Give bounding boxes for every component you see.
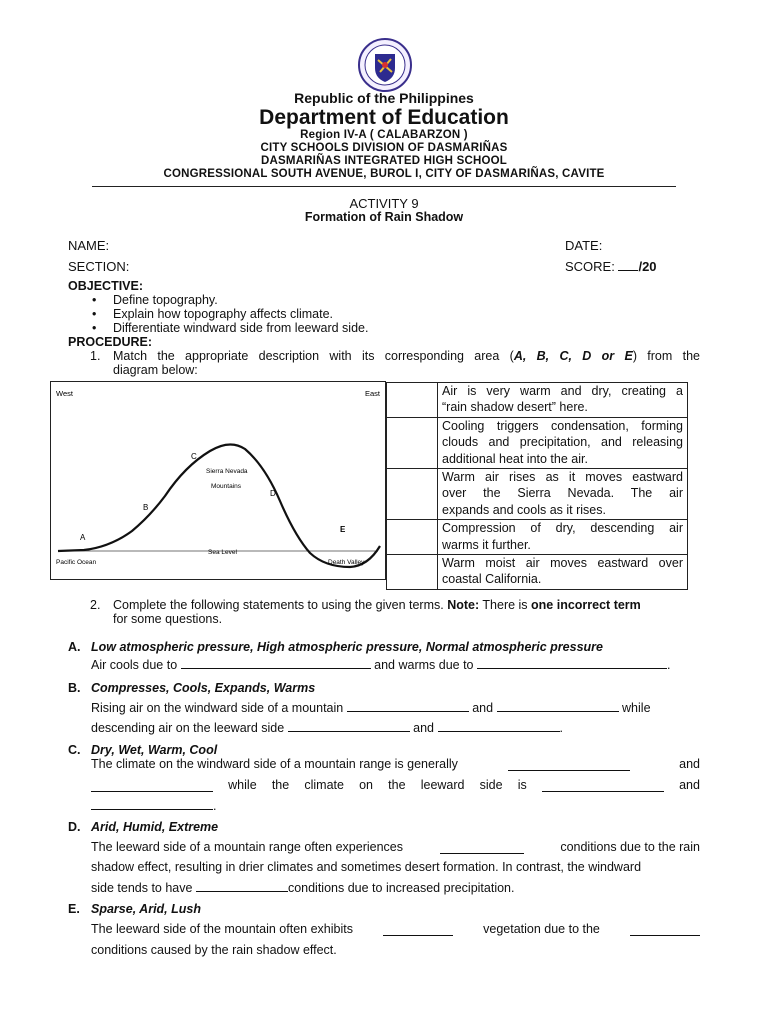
answer-blank[interactable] — [91, 780, 213, 792]
question-d-statement-line3: side tends to have conditions due to increased precipitation. — [91, 881, 515, 895]
label-mountains: Mountains — [211, 483, 241, 490]
name-label: NAME: — [68, 238, 110, 253]
activity-number: ACTIVITY 9 — [349, 196, 419, 211]
description-cell: Compression of dry, descending air warms it further. — [438, 520, 688, 555]
question-d-letter: D. — [68, 820, 81, 834]
answer-blank[interactable] — [542, 780, 664, 792]
label-d: D — [270, 489, 276, 498]
answer-blank[interactable] — [91, 798, 213, 810]
step2-number: 2. — [90, 598, 101, 612]
matching-table — [386, 382, 688, 590]
answer-blank[interactable] — [440, 842, 524, 854]
question-e-statement-line2: conditions caused by the rain shadow effect. — [91, 943, 337, 957]
description-cell: Warm moist air moves eastward over coastal California. — [438, 555, 688, 590]
answer-cell[interactable] — [387, 417, 438, 468]
step2-text: Complete the following statements to using the given terms. Note: There is one incorrect term — [113, 598, 641, 612]
answer-cell[interactable] — [387, 555, 438, 590]
step2-text-line2: for some questions. — [113, 612, 223, 626]
description-cell: Air is very warm and dry, creating a “rain shadow desert” here. — [438, 383, 688, 418]
answer-blank[interactable] — [181, 657, 371, 669]
question-c-statement-line1: The climate on the windward side of a mountain range is generally and — [91, 757, 700, 771]
objective-heading: OBJECTIVE: — [68, 279, 144, 293]
answer-cell[interactable] — [387, 469, 438, 520]
answer-blank[interactable] — [288, 720, 410, 732]
table-row — [387, 555, 688, 590]
header-division: CITY SCHOOLS DIVISION OF DASMARIÑAS — [260, 142, 508, 154]
question-e-letter: E. — [68, 902, 80, 916]
answer-blank[interactable] — [477, 657, 667, 669]
answer-cell[interactable] — [387, 520, 438, 555]
question-d-statement-line2: shadow effect, resulting in drier climates and sometimes desert formation. In contrast, the windward — [91, 860, 642, 874]
step1-text: Match the appropriate description with its corresponding area (A, B, C, D or E) from the — [113, 349, 700, 363]
answer-blank[interactable] — [347, 700, 469, 712]
answer-cell[interactable] — [387, 383, 438, 418]
question-b-statement-line2: descending air on the leeward side and . — [91, 721, 563, 735]
label-west: West — [56, 389, 73, 398]
label-death-valley: Death Valley — [328, 559, 365, 566]
header-region: Region IV-A ( CALABARZON ) — [300, 129, 468, 141]
deped-seal-logo — [358, 38, 412, 92]
question-e-statement-line1: The leeward side of the mountain often exhibits vegetation due to the — [91, 919, 700, 940]
description-cell: Cooling triggers condensation, forming clouds and precipitation, and releasing additional heat into the air. — [438, 417, 688, 468]
header-divider — [92, 186, 676, 187]
table-row — [387, 383, 688, 418]
step1-text-line2: diagram below: — [113, 363, 198, 377]
label-c: C — [191, 452, 197, 461]
description-cell: Warm air rises as it moves eastward over the Sierra Nevada. The air expands and cools as it rises. — [438, 469, 688, 520]
answer-blank[interactable] — [438, 720, 560, 732]
answer-blank[interactable] — [196, 880, 288, 892]
question-b-terms: Compresses, Cools, Expands, Warms — [91, 681, 316, 695]
question-a-letter: A. — [68, 640, 81, 654]
question-c-letter: C. — [68, 743, 81, 757]
question-c-statement-line2: while the climate on the leeward side is and — [91, 775, 700, 796]
objective-bullet: • — [92, 321, 97, 335]
score-field: SCORE: /20 — [565, 259, 657, 274]
rain-shadow-diagram — [50, 381, 386, 580]
question-d-statement-line1: The leeward side of a mountain range often experiences conditions due to the rain — [91, 840, 700, 854]
table-row — [387, 520, 688, 555]
header-school: DASMARIÑAS INTEGRATED HIGH SCHOOL — [261, 155, 507, 167]
objective-bullet: • — [92, 307, 97, 321]
date-label: DATE: — [565, 238, 603, 253]
label-e: E — [340, 525, 346, 534]
objective-bullet: • — [92, 293, 97, 307]
answer-blank[interactable] — [630, 924, 700, 936]
question-c-terms: Dry, Wet, Warm, Cool — [91, 743, 218, 757]
objective-item-1: Define topography. — [113, 293, 218, 307]
procedure-heading: PROCEDURE: — [68, 335, 153, 349]
answer-blank[interactable] — [383, 924, 453, 936]
question-b-letter: B. — [68, 681, 81, 695]
step1-number: 1. — [90, 349, 101, 363]
header-address: CONGRESSIONAL SOUTH AVENUE, BUROL I, CITY OF DASMARIÑAS, CAVITE — [163, 168, 605, 180]
label-sierra-nevada: Sierra Nevada — [206, 468, 248, 475]
label-sea-level: Sea Level — [208, 549, 237, 556]
label-a: A — [80, 533, 86, 542]
question-a-terms: Low atmospheric pressure, High atmospheric pressure, Normal atmospheric pressure — [91, 640, 603, 654]
objective-item-3: Differentiate windward side from leeward side. — [113, 321, 369, 335]
answer-blank[interactable] — [497, 700, 619, 712]
score-blank[interactable] — [618, 259, 638, 271]
header-department: Department of Education — [259, 106, 509, 129]
answer-blank[interactable] — [508, 759, 630, 771]
table-row — [387, 417, 688, 468]
label-east: East — [365, 389, 381, 398]
activity-title: Formation of Rain Shadow — [304, 210, 464, 224]
question-e-terms: Sparse, Arid, Lush — [91, 902, 201, 916]
objective-item-2: Explain how topography affects climate. — [113, 307, 334, 321]
section-label: SECTION: — [68, 259, 130, 274]
question-c-statement-line3: . — [91, 796, 216, 817]
question-b-statement-line1: Rising air on the windward side of a mountain and while — [91, 701, 651, 715]
table-row — [387, 469, 688, 520]
question-d-terms: Arid, Humid, Extreme — [91, 820, 219, 834]
label-b: B — [143, 503, 149, 512]
label-pacific-ocean: Pacific Ocean — [56, 559, 97, 566]
header-republic: Republic of the Philippines — [294, 90, 474, 106]
question-a-statement: Air cools due to and warms due to . — [91, 658, 671, 672]
